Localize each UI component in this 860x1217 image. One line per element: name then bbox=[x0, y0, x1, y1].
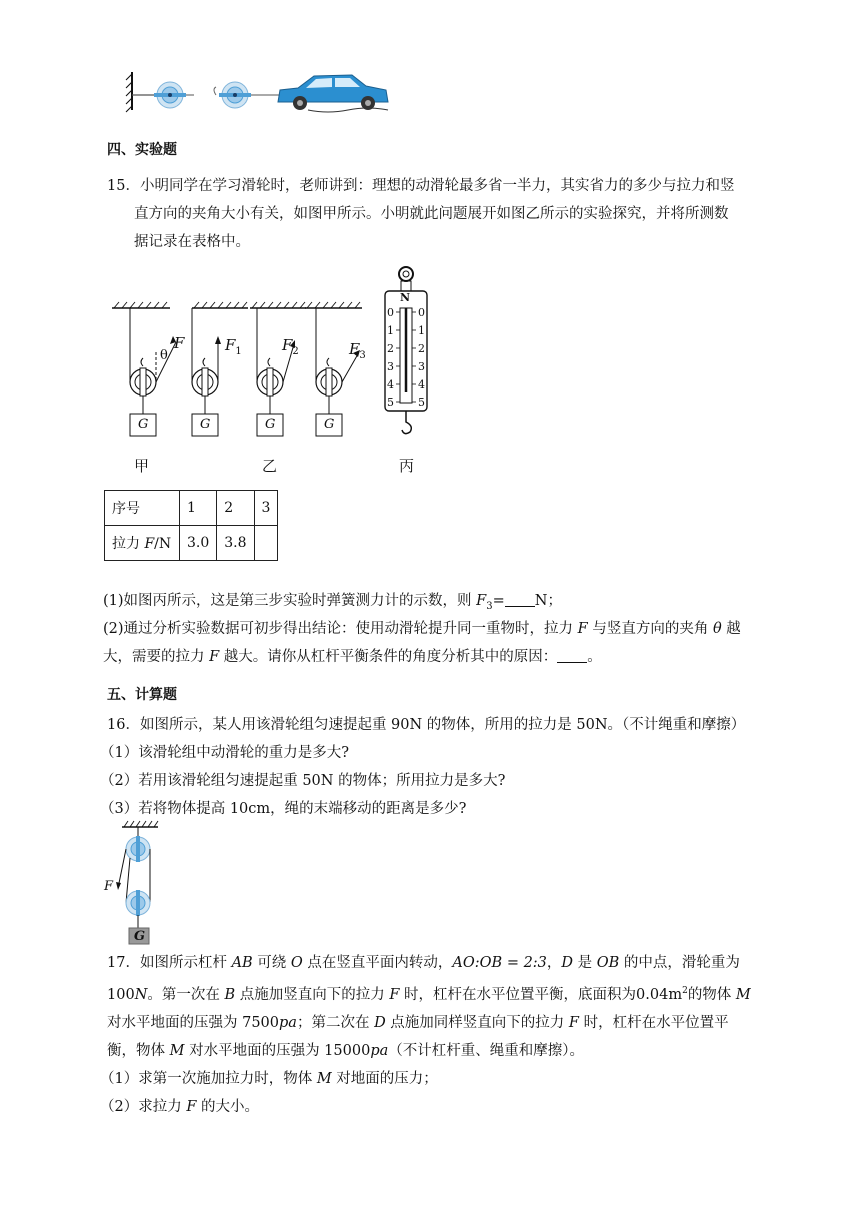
table-cell: 1 bbox=[180, 491, 217, 526]
scale-tick: 1 bbox=[418, 324, 425, 337]
scale-ticks-left bbox=[387, 304, 394, 412]
caption-yi: 乙 bbox=[262, 457, 278, 475]
q17-sub: （1）求第一次施加拉力时，物体 M 对地面的压力； bbox=[100, 1070, 438, 1087]
caption-bing: 丙 bbox=[399, 457, 415, 475]
q15-line: 直方向的夹角大小有关，如图甲所示。小明就此问题展开如图乙所示的实验探究，并将所测数 bbox=[134, 206, 729, 222]
section-heading-calculation: 五、计算题 bbox=[107, 687, 177, 703]
scale-tick: 1 bbox=[387, 324, 394, 337]
q15-line: 据记录在表格中。 bbox=[134, 234, 250, 250]
q17-text bbox=[100, 949, 777, 1121]
scale-ticks-right bbox=[418, 304, 425, 412]
q15-data-table bbox=[104, 490, 278, 561]
scale-tick: 5 bbox=[387, 396, 394, 409]
table-cell: 2 bbox=[217, 491, 254, 526]
q15-sub1: (1)如图丙所示，这是第三步实验时弹簧测力计的示数，则 $F_3= N$； bbox=[103, 593, 562, 612]
table-cell: 3.0 bbox=[180, 526, 217, 561]
scale-tick: 3 bbox=[387, 360, 394, 373]
pulley-force-label: F bbox=[104, 879, 114, 894]
q17-sub: （2）求拉力 F 的大小。 bbox=[100, 1098, 260, 1115]
q17-line: 衡，物体 M 对水平地面的压强为 15000pa（不计杠杆重、绳重和摩擦）。 bbox=[107, 1042, 585, 1059]
force-label-f3: $F_3$ bbox=[349, 340, 366, 361]
scale-unit-n: N bbox=[400, 291, 411, 304]
weight-label-3: G bbox=[265, 417, 276, 432]
table-cell bbox=[254, 526, 278, 561]
setup-yi-2 bbox=[250, 302, 306, 436]
scale-tick: 4 bbox=[418, 378, 425, 391]
force-label-f1: $F_1$ bbox=[225, 336, 242, 357]
q17-line: 对水平地面的压强为 7500pa；第二次在 D 点施加同样竖直向下的拉力 F 时，杠杆在水平位置平 bbox=[107, 1014, 729, 1031]
scale-tick: 0 bbox=[418, 306, 425, 319]
pulley-weight-label: G bbox=[134, 929, 146, 944]
caption-jia: 甲 bbox=[134, 457, 150, 475]
table-row bbox=[105, 491, 278, 526]
theta-label: θ bbox=[160, 348, 168, 363]
q15-sub2: (2)通过分析实验数据可初步得出结论：使用动滑轮提升同一重物时，拉力 F 与竖直方向的夹角 θ 越 大，需要的拉力 F 越大。请你从杠杆平衡条件的角度分析其中的原因： 。 bbox=[103, 621, 741, 665]
section-heading-experiment: 四、实验题 bbox=[107, 142, 177, 158]
setup-yi-3 bbox=[305, 302, 362, 436]
q15-stem bbox=[107, 172, 767, 256]
q17-line: 17．如图所示杠杆 AB 可绕 O 点在竖直平面内转动，AO:OB = 2:3，D 是 OB 的中点，滑轮重为 bbox=[107, 955, 740, 971]
table-row bbox=[105, 526, 278, 561]
weight-label-4: G bbox=[324, 417, 335, 432]
scale-tick: 0 bbox=[387, 306, 394, 319]
scale-tick: 3 bbox=[418, 360, 425, 373]
table-cell: 3 bbox=[254, 491, 278, 526]
table-cell: 序号 bbox=[105, 491, 180, 526]
pulley-car-figure bbox=[120, 66, 395, 116]
q17-line: 100N。第一次在 B 点施加竖直向下的拉力 F 时，杠杆在水平位置平衡，底面积为$0.04m^2$的物体 M bbox=[107, 986, 751, 1003]
setup-yi-1 bbox=[192, 302, 248, 436]
table-cell: 3.8 bbox=[217, 526, 254, 561]
weight-label-1: G bbox=[138, 417, 149, 432]
scale-tick: 5 bbox=[418, 396, 425, 409]
q16-text bbox=[100, 711, 767, 823]
weight-label-2: G bbox=[200, 417, 211, 432]
force-label-f: F bbox=[174, 334, 185, 352]
q16-stem: 16．如图所示，某人用该滑轮组匀速提起重 90N 的物体，所用的拉力是 50N。（不计绳重和摩擦） bbox=[107, 717, 746, 733]
scale-tick: 2 bbox=[418, 342, 425, 355]
q15-line: 15．小明同学在学习滑轮时，老师讲到：理想的动滑轮最多省一半力，其实省力的多少与拉力和竖 bbox=[107, 178, 735, 194]
q16-sub: （3）若将物体提高 10cm，绳的末端移动的距离是多少? bbox=[100, 801, 467, 817]
q16-sub: （1）该滑轮组中动滑轮的重力是多大? bbox=[100, 745, 349, 761]
answer-blank[interactable] bbox=[505, 592, 535, 607]
q16-sub: （2）若用该滑轮组匀速提起重 50N 的物体；所用拉力是多大? bbox=[100, 773, 506, 789]
force-label-f2: $F_2$ bbox=[282, 336, 299, 357]
table-cell: 拉力 F/N bbox=[105, 526, 180, 561]
setup-jia bbox=[112, 302, 176, 436]
scale-tick: 2 bbox=[387, 342, 394, 355]
answer-blank[interactable] bbox=[557, 648, 587, 663]
scale-tick: 4 bbox=[387, 378, 394, 391]
